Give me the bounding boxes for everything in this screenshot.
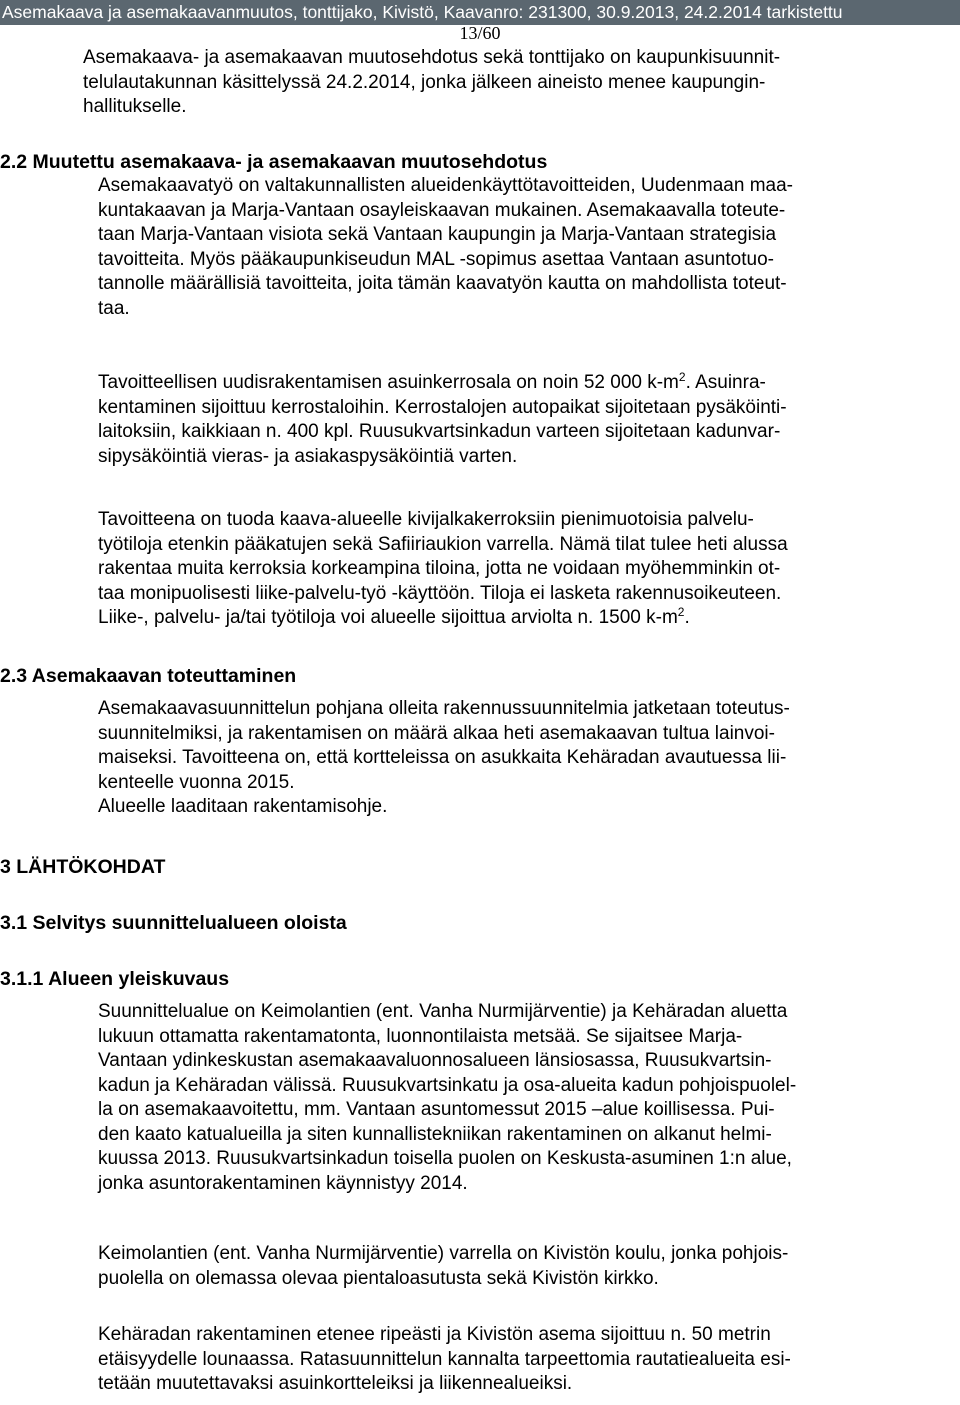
text-line: den kaato katualueilla ja siten kunnallistekniikan rakentaminen on alkanut helmi-	[98, 1123, 772, 1145]
text-line: laitoksiin, kaikkiaan n. 400 kpl. Ruusukvartsinkadun varteen sijoitetaan kadunvar-	[98, 421, 781, 442]
text-line: suunnitelmiksi, ja rakentamisen on määrä alkaa heti asemakaavan tultua lainvoi-	[98, 722, 775, 744]
paragraph-3-1-1-a	[98, 1000, 796, 1196]
text-line: la on asemakaavoitettu, mm. Vantaan asuntomessut 2015 –alue koillisessa. Pui-	[98, 1099, 775, 1120]
text-line: Keimolantien (ent. Vanha Nurmijärventie) varrella on Kivistön koulu, jonka pohjois-	[98, 1243, 789, 1264]
text-line: työtiloja etenkin pääkatujen sekä Safiiriaukion varrella. Nämä tilat tulee heti alussa	[98, 533, 788, 555]
text-line	[98, 606, 788, 631]
heading-3-1-1: 3.1.1 Alueen yleiskuvaus	[0, 968, 230, 990]
paragraph-2-3	[98, 697, 790, 820]
text-line: puolella on olemassa olevaa pientaloasutusta sekä Kivistön kirkko.	[98, 1267, 659, 1289]
text-line: Asemakaavasuunnittelun pohjana olleita rakennussuunnitelmia jatketaan toteutus-	[98, 698, 790, 719]
heading-2-2: 2.2 Muutettu asemakaava- ja asemakaavan muutosehdotus	[0, 151, 548, 173]
text-line: tavoitteita. Myös pääkaupunkiseudun MAL -sopimus asettaa Vantaan asuntotuo-	[98, 248, 774, 270]
heading-2-3: 2.3 Asemakaavan toteuttaminen	[0, 665, 297, 687]
text-line: Tavoitteena on tuoda kaava-alueelle kivijalkakerroksiin pienimuotoisia palvelu-	[98, 509, 754, 530]
text-line: etäisyydelle lounaassa. Ratasuunnittelun kannalta tarpeettomia rautatiealueita esi-	[98, 1348, 791, 1370]
text-line: jonka asuntorakentaminen käynnistyy 2014.	[98, 1172, 468, 1194]
text-line: kuussa 2013. Ruusukvartsinkadun toisella puolen on Keskusta-asuminen 1:n alue,	[98, 1148, 792, 1169]
text-line: sipysäköintiä vieras- ja asiakaspysäköintiä varten.	[98, 445, 518, 467]
text-line: kadun ja Kehäradan välissä. Ruusukvartsinkatu ja osa-alueita kadun pohjoispuolel-	[98, 1074, 797, 1096]
heading-3: 3 LÄHTÖKOHDAT	[0, 856, 166, 878]
paragraph-intro	[83, 46, 780, 120]
text-line: Kehäradan rakentaminen etenee ripeästi ja Kivistön asema sijoittuu n. 50 metrin	[98, 1324, 771, 1345]
paragraph-3-1-1-b	[98, 1242, 788, 1291]
text-line: taa monipuolisesti liike-palvelu-työ -käyttöön. Tiloja ei lasketa rakennusoikeuteen.	[98, 582, 782, 604]
text-line: kenteelle vuonna 2015.	[98, 771, 295, 793]
text-line: Asemakaavatyö on valtakunnallisten alueidenkäyttötavoitteiden, Uudenmaan maa-	[98, 175, 793, 196]
text-line: Asemakaava- ja asemakaavan muutosehdotus sekä tonttijako on kaupunkisuunnit-	[83, 47, 781, 68]
running-title: Asemakaava ja asemakaavanmuutos, tonttijako, Kivistö, Kaavanro: 231300, 30.9.2013, 24.2.2014 tarkistettu	[2, 2, 843, 22]
paragraph-2-2-c	[98, 508, 788, 631]
text-line: tannolle määrällisiä tavoitteita, joita tämän kaavatyön kautta on mahdollista toteut-	[98, 273, 787, 294]
paragraph-2-2-a	[98, 174, 793, 321]
text-line: tetään muutettavaksi asuinkortteleiksi ja liikennealueiksi.	[98, 1373, 573, 1394]
text-line: Alueelle laaditaan rakentamisohje.	[98, 796, 388, 817]
text-fragment: Liike-, palvelu- ja/tai työtiloja voi alueelle sijoittua arviolta n. 1500 k-m	[98, 607, 678, 628]
text-line: telulautakunnan käsittelyssä 24.2.2014, jonka jälkeen aineisto menee kaupungin-	[83, 71, 766, 93]
paragraph-2-2-b	[98, 371, 787, 469]
text-line: lukuun ottamatta rakentamatonta, luonnontilaista metsää. Se sijaitsee Marja-	[98, 1025, 743, 1047]
text-line: Suunnittelualue on Keimolantien (ent. Vanha Nurmijärventie) ja Kehäradan aluetta	[98, 1001, 788, 1022]
text-fragment: .	[684, 607, 690, 628]
superscript: 2	[677, 605, 685, 619]
text-line: taa.	[98, 297, 130, 319]
text-fragment: . Asuinra-	[685, 372, 766, 393]
superscript: 2	[678, 370, 686, 384]
heading-3-1: 3.1 Selvitys suunnittelualueen oloista	[0, 912, 347, 934]
text-line: kentaminen sijoittuu kerrostaloihin. Kerrostalojen autopaikat sijoitetaan pysäköinti-	[98, 396, 787, 418]
text-line	[98, 371, 787, 396]
text-line: kuntakaavan ja Marja-Vantaan osayleiskaavan mukainen. Asemakaavalla toteute-	[98, 199, 786, 221]
text-line: taan Marja-Vantaan visiota sekä Vantaan kaupungin ja Marja-Vantaan strategisia	[98, 224, 777, 245]
text-fragment: Tavoitteellisen uudisrakentamisen asuinkerrosala on noin 52 000 k-m	[98, 372, 679, 393]
text-line: maiseksi. Tavoitteena on, että kortteleissa on asukkaita Kehäradan avautuessa lii-	[98, 747, 787, 768]
text-line: rakentaa muita kerroksia korkeampina tiloina, jotta ne voidaan myöhemminkin ot-	[98, 558, 781, 579]
text-line: Vantaan ydinkeskustan asemakaavaluonnosalueen länsiosassa, Ruusukvartsin-	[98, 1050, 772, 1071]
paragraph-3-1-1-c	[98, 1323, 791, 1397]
page-number: 13/60	[459, 23, 501, 43]
text-line: hallitukselle.	[83, 96, 187, 117]
